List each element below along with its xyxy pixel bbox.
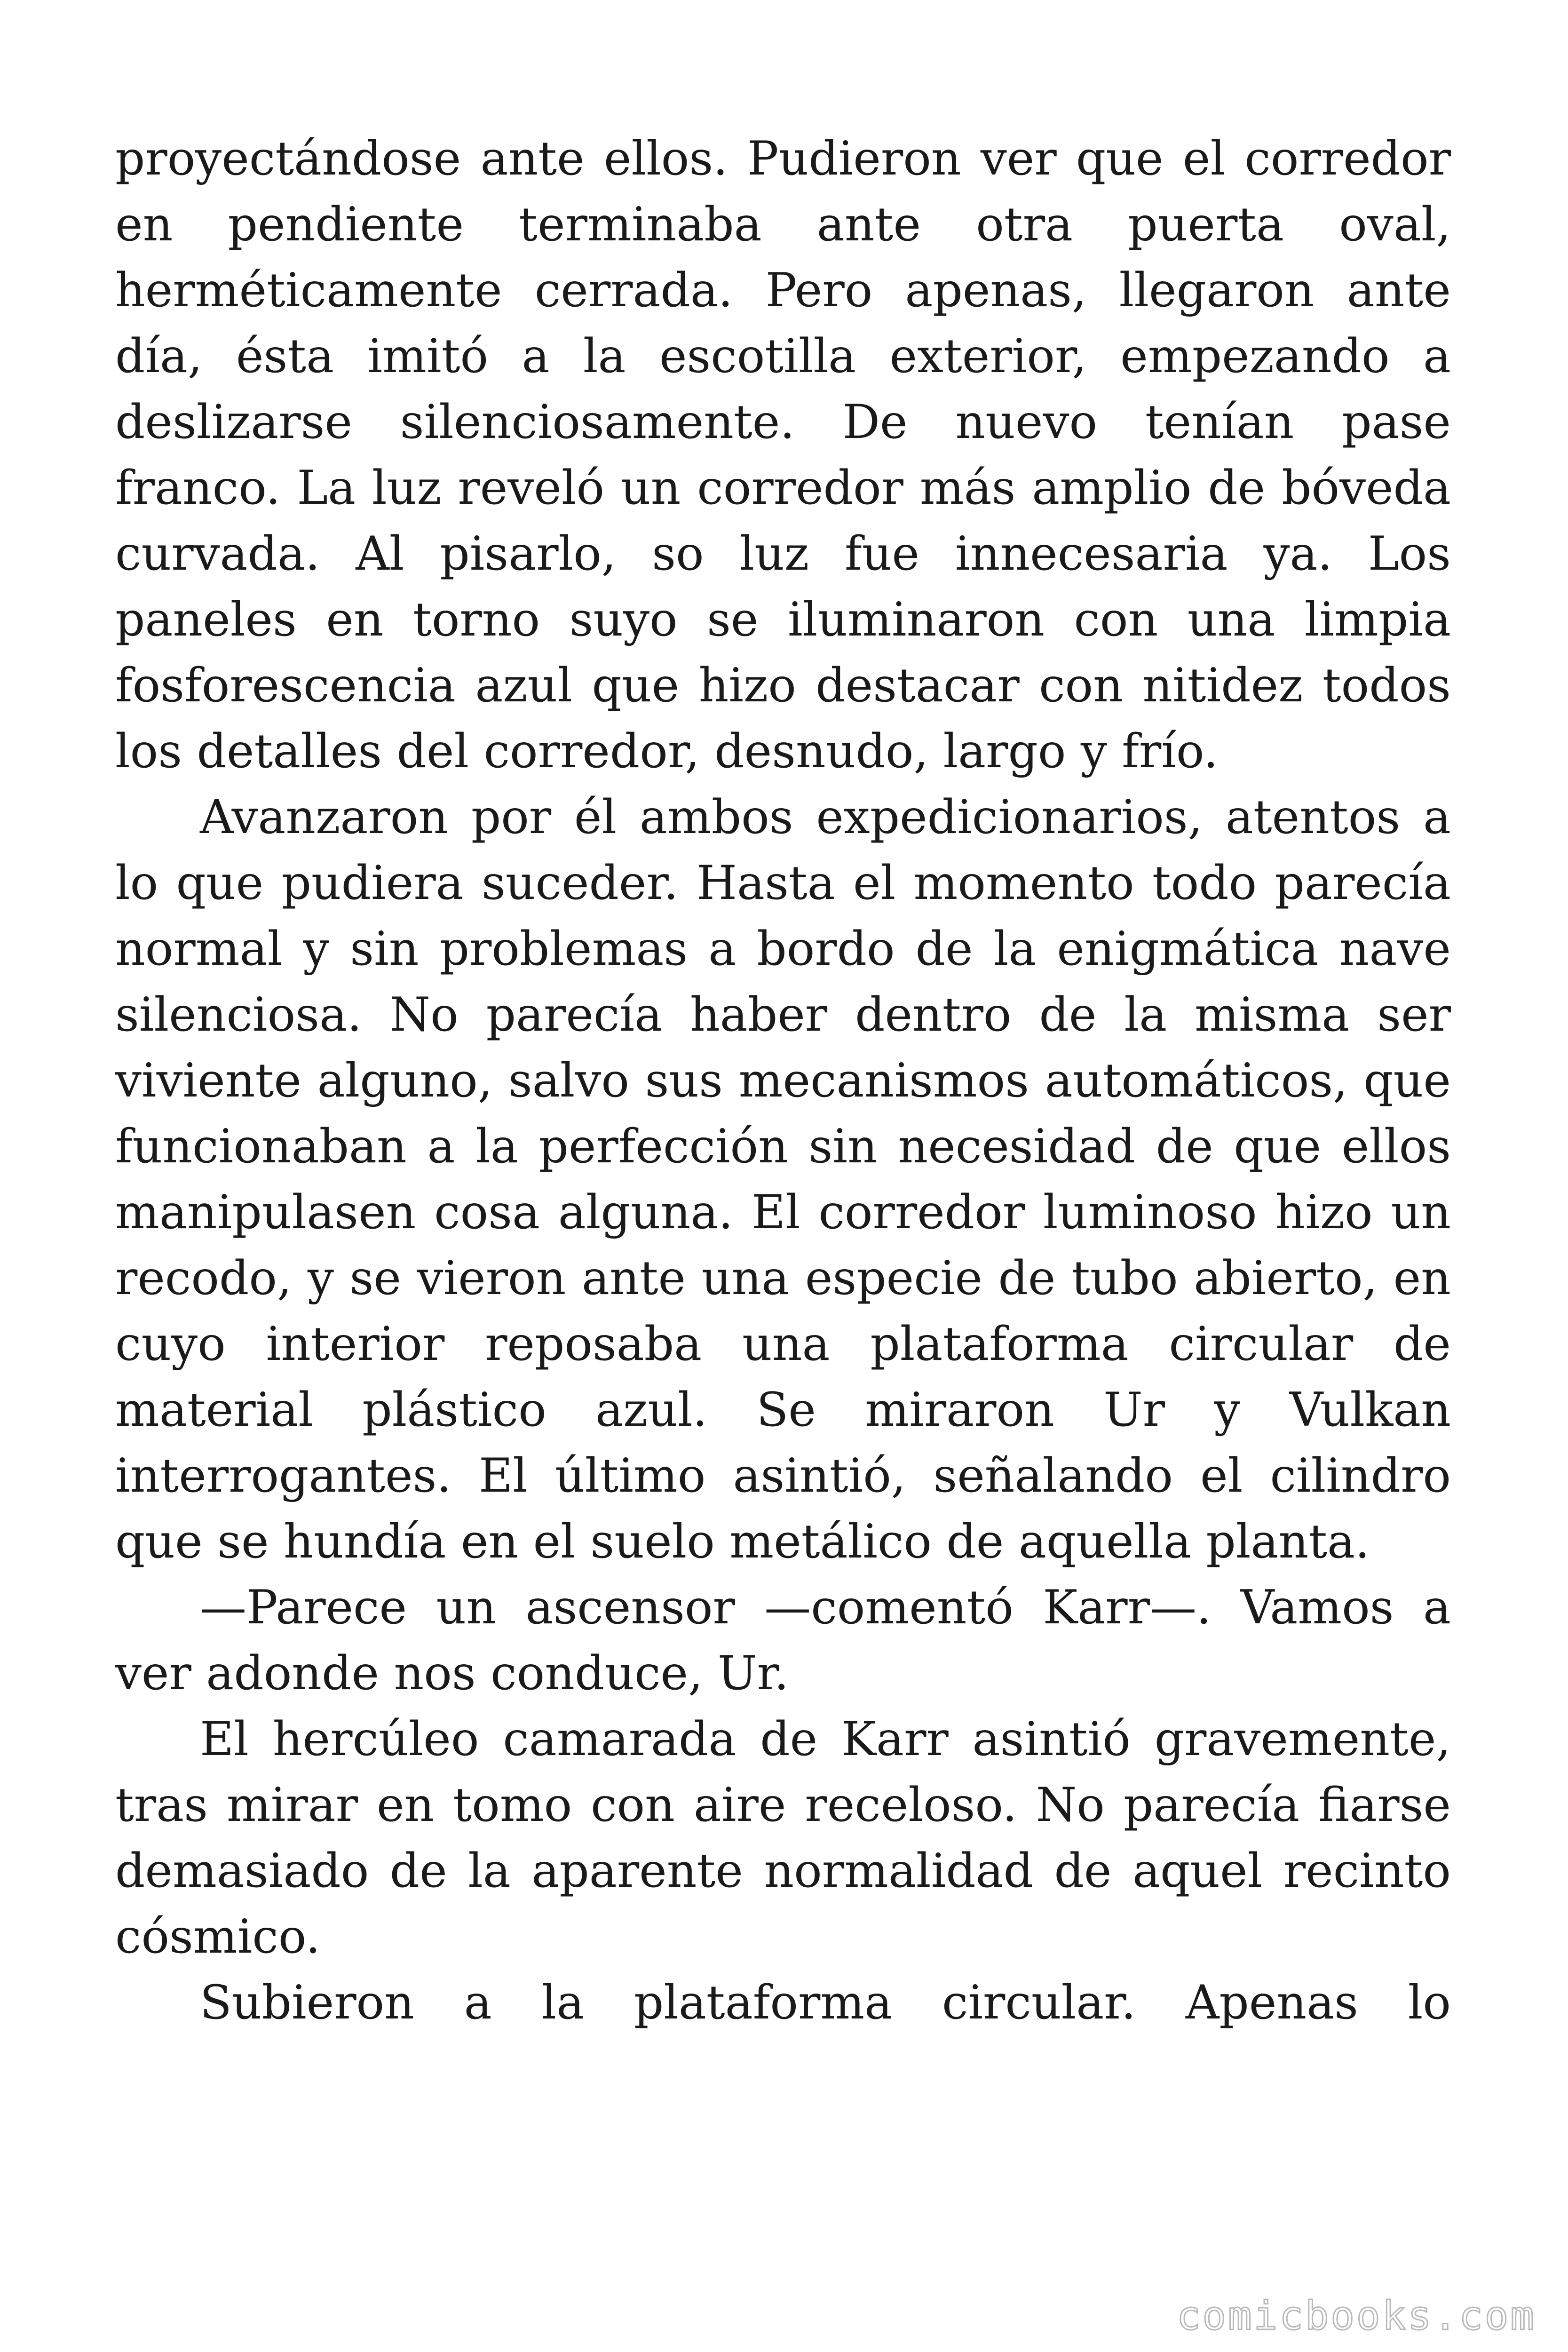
dialogue-paragraph: —Parece un ascensor —comentó Karr—. Vamos a ver adonde nos conduce, Ur. bbox=[115, 1581, 1451, 1700]
body-text bbox=[115, 126, 1451, 2036]
paragraph: El hercúleo camarada de Karr asintió gravemente, tras mirar en tomo con aire receloso. No parecía fiarse demasiado de la aparente normalidad de aquel recinto cósmico. bbox=[115, 1712, 1451, 1964]
watermark-text: comicbooks.com bbox=[1176, 2293, 1536, 2339]
paragraph-continuation: proyectándose ante ellos. Pudieron ver que el corredor en pendiente terminaba ante otra puerta oval, herméticamente cerrada. Pero apenas, llegaron ante día, ésta imitó a la escotilla exterior, empezando a deslizarse silenciosamente. De nuevo tenían pase franco. La luz reveló un corredor más amplio de bóveda curvada. Al pisarlo, so luz fue innecesaria ya. Los paneles en torno suyo se iluminaron con una limpia fosforescencia azul que hizo destacar con nitidez todos los detalles del corredor, desnudo, largo y frío. bbox=[115, 132, 1451, 779]
paragraph: Avanzaron por él ambos expedicionarios, atentos a lo que pudiera suceder. Hasta el momento todo parecía normal y sin problemas a bordo de la enigmática nave silenciosa. No parecía haber dentro de la misma ser viviente alguno, salvo sus mecanismos automáticos, que funcionaban a la perfección sin necesidad de que ellos manipulasen cosa alguna. El corredor luminoso hizo un recodo, y se vieron ante una especie de tubo abierto, en cuyo interior reposaba una plataforma circular de material plástico azul. Se miraron Ur y Vulkan interrogantes. El último asintió, señalando el cilindro que se hundía en el suelo metálico de aquella planta. bbox=[115, 790, 1451, 1569]
paragraph-truncated: Subieron a la plataforma circular. Apenas lo bbox=[200, 1976, 1451, 2030]
